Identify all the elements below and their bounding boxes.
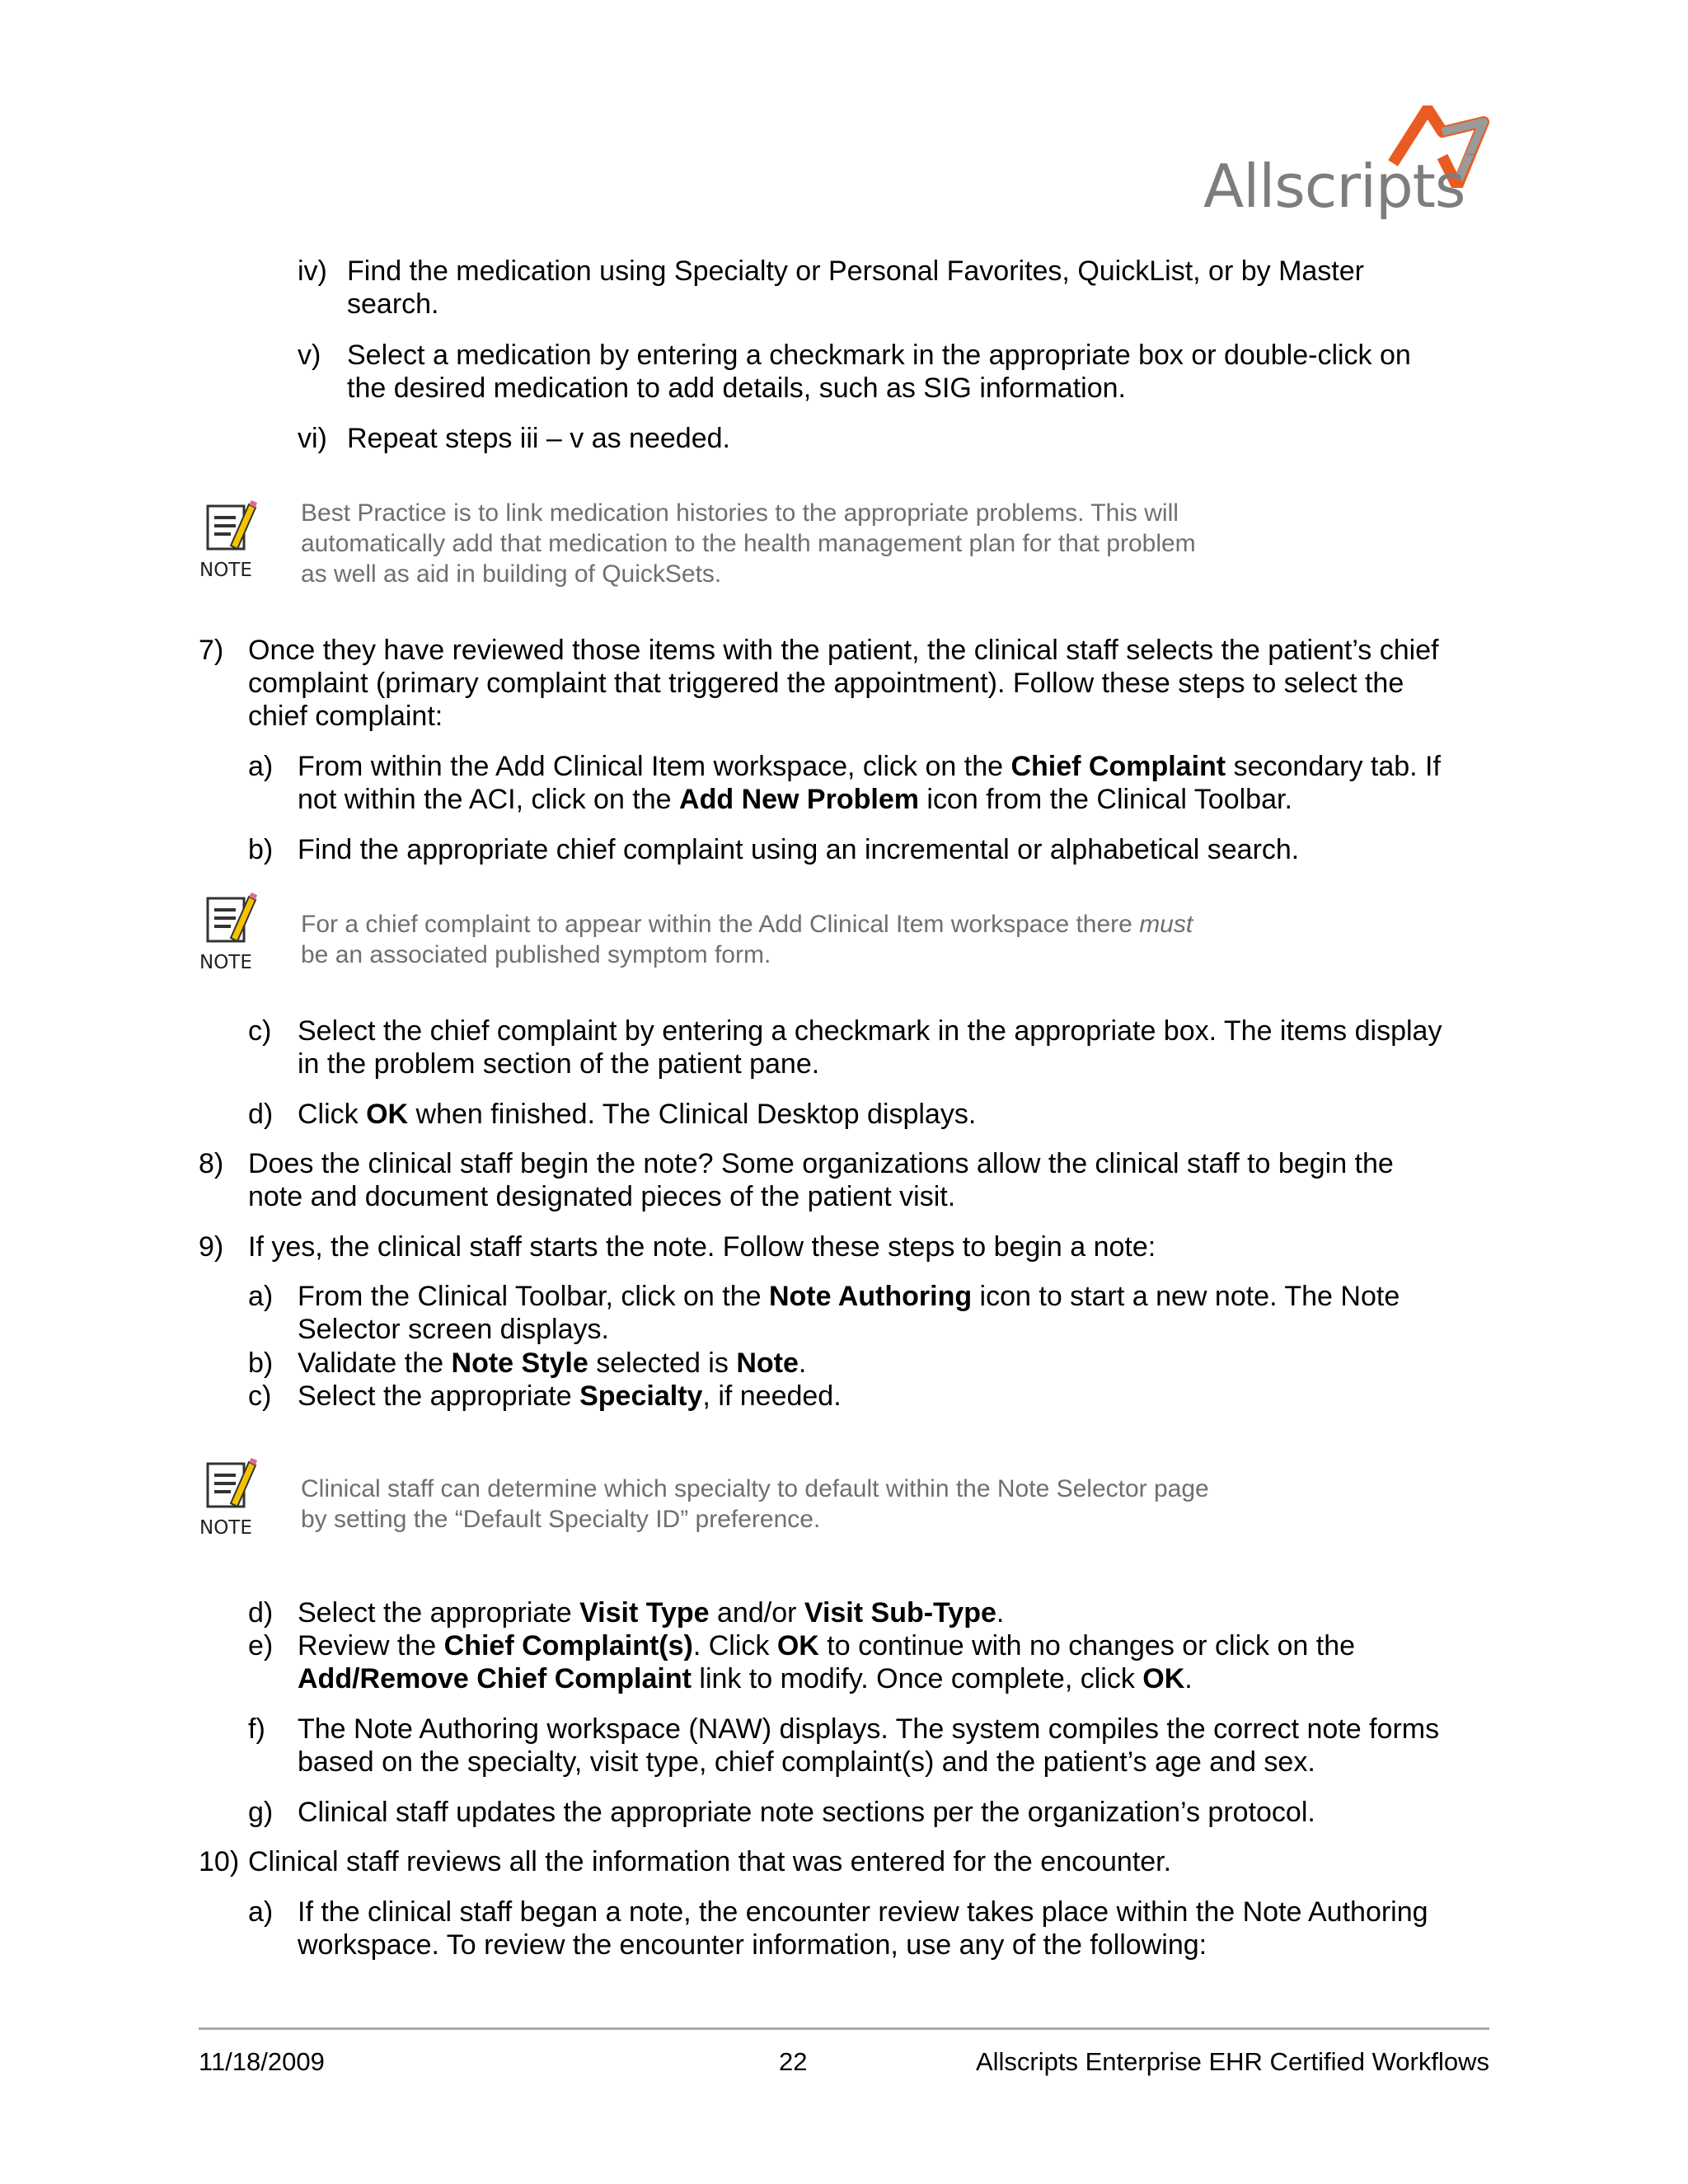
step6-v-line2: the desired medication to add details, such as SIG information.: [347, 373, 1126, 404]
step10a-marker: a): [248, 1896, 274, 1928]
step7b-line: Find the appropriate chief complaint using an incremental or alphabetical search.: [298, 834, 1300, 865]
step9-marker: 9): [199, 1231, 224, 1263]
note1-line1: Best Practice is to link medication histories to the appropriate problems. This will: [301, 499, 1179, 527]
step9b-marker: b): [248, 1347, 274, 1379]
footer-rule: [199, 2027, 1489, 2030]
step9d-line: Select the appropriate Visit Type and/or Visit Sub-Type.: [298, 1597, 1005, 1629]
step9g-line: Clinical staff updates the appropriate note sections per the organization’s protocol.: [298, 1797, 1315, 1828]
step9c-marker: c): [248, 1380, 272, 1412]
step6-iv-line1: Find the medication using Specialty or Personal Favorites, QuickList, or by Master: [347, 255, 1364, 287]
step10a-line2: workspace. To review the encounter information, use any of the following:: [298, 1929, 1207, 1961]
step7c-line1: Select the chief complaint by entering a checkmark in the appropriate box. The items display: [298, 1015, 1442, 1047]
step9e-marker: e): [248, 1630, 274, 1661]
logo-wordmark: Allscripts™: [1203, 152, 1476, 221]
note-icon: [198, 1457, 264, 1540]
step6-iv-line2: search.: [347, 288, 439, 320]
step7b-marker: b): [248, 834, 274, 865]
step9-line1: If yes, the clinical staff starts the note. Follow these steps to begin a note:: [248, 1231, 1156, 1263]
step6-v-marker: v): [298, 340, 321, 371]
step9g-marker: g): [248, 1797, 274, 1828]
step7a-line1: From within the Add Clinical Item workspace, click on the Chief Complaint secondary tab. If: [298, 751, 1441, 782]
step8-marker: 8): [199, 1148, 224, 1179]
step9d-marker: d): [248, 1597, 274, 1629]
step8-line1: Does the clinical staff begin the note? Some organizations allow the clinical staff to begin the: [248, 1148, 1394, 1179]
step10a-line1: If the clinical staff began a note, the encounter review takes place within the Note Authoring: [298, 1896, 1428, 1928]
step9e-line1: Review the Chief Complaint(s). Click OK to continue with no changes or click on the: [298, 1630, 1356, 1661]
note-icon: [198, 892, 264, 974]
step9f-line1: The Note Authoring workspace (NAW) displays. The system compiles the correct note forms: [298, 1713, 1440, 1745]
allscripts-logo: [1203, 105, 1492, 229]
note1-line2: automatically add that medication to the health management plan for that problem: [301, 530, 1196, 557]
footer-date: 11/18/2009: [199, 2047, 325, 2076]
step9a-marker: a): [248, 1281, 274, 1312]
step9e-line2: Add/Remove Chief Complaint link to modify. Once complete, click OK.: [298, 1663, 1193, 1694]
note-icon: [198, 499, 264, 582]
step9f-line2: based on the specialty, visit type, chief complaint(s) and the patient’s age and sex.: [298, 1746, 1315, 1778]
step9c-line: Select the appropriate Specialty, if needed.: [298, 1380, 842, 1412]
step10-marker: 10): [199, 1846, 240, 1877]
footer-page-number: 22: [779, 2047, 808, 2076]
step7d-marker: d): [248, 1099, 274, 1130]
note2-line1: For a chief complaint to appear within the Add Clinical Item workspace there must: [301, 911, 1193, 938]
step7c-line2: in the problem section of the patient pane.: [298, 1048, 820, 1080]
step6-vi-marker: vi): [298, 423, 327, 454]
note1-line3: as well as aid in building of QuickSets.: [301, 560, 722, 588]
step6-vi-line1: Repeat steps iii – v as needed.: [347, 423, 730, 454]
svg-text:NOTE: NOTE: [199, 1517, 252, 1539]
step10-line: Clinical staff reviews all the information that was entered for the encounter.: [248, 1846, 1172, 1877]
svg-text:NOTE: NOTE: [199, 952, 252, 973]
step7d-line: Click OK when finished. The Clinical Desktop displays.: [298, 1099, 977, 1130]
step9a-line1: From the Clinical Toolbar, click on the Note Authoring icon to start a new note. The Note: [298, 1281, 1400, 1312]
note3-line1: Clinical staff can determine which specialty to default within the Note Selector page: [301, 1475, 1209, 1502]
step8-line2: note and document designated pieces of the patient visit.: [248, 1181, 956, 1212]
step7-line3: chief complaint:: [248, 701, 443, 732]
footer-title: Allscripts Enterprise EHR Certified Workflows: [975, 2047, 1489, 2076]
step6-iv-marker: iv): [298, 255, 327, 287]
step7c-marker: c): [248, 1015, 272, 1047]
step7a-line2: not within the ACI, click on the Add New Problem icon from the Clinical Toolbar.: [298, 784, 1292, 815]
note3-line2: by setting the “Default Specialty ID” preference.: [301, 1506, 821, 1533]
note2-line2: be an associated published symptom form.: [301, 941, 771, 968]
step7-line1: Once they have reviewed those items with the patient, the clinical staff selects the patient’s chief: [248, 635, 1439, 666]
step9b-line: Validate the Note Style selected is Note.: [298, 1347, 807, 1379]
step6-v-line1: Select a medication by entering a checkmark in the appropriate box or double-click on: [347, 340, 1411, 371]
step7-line2: complaint (primary complaint that triggered the appointment). Follow these steps to select the: [248, 668, 1404, 699]
step7-marker: 7): [199, 635, 224, 666]
step7a-marker: a): [248, 751, 274, 782]
step9a-line2: Selector screen displays.: [298, 1314, 609, 1345]
svg-text:NOTE: NOTE: [199, 560, 252, 581]
step9f-marker: f): [248, 1713, 265, 1745]
